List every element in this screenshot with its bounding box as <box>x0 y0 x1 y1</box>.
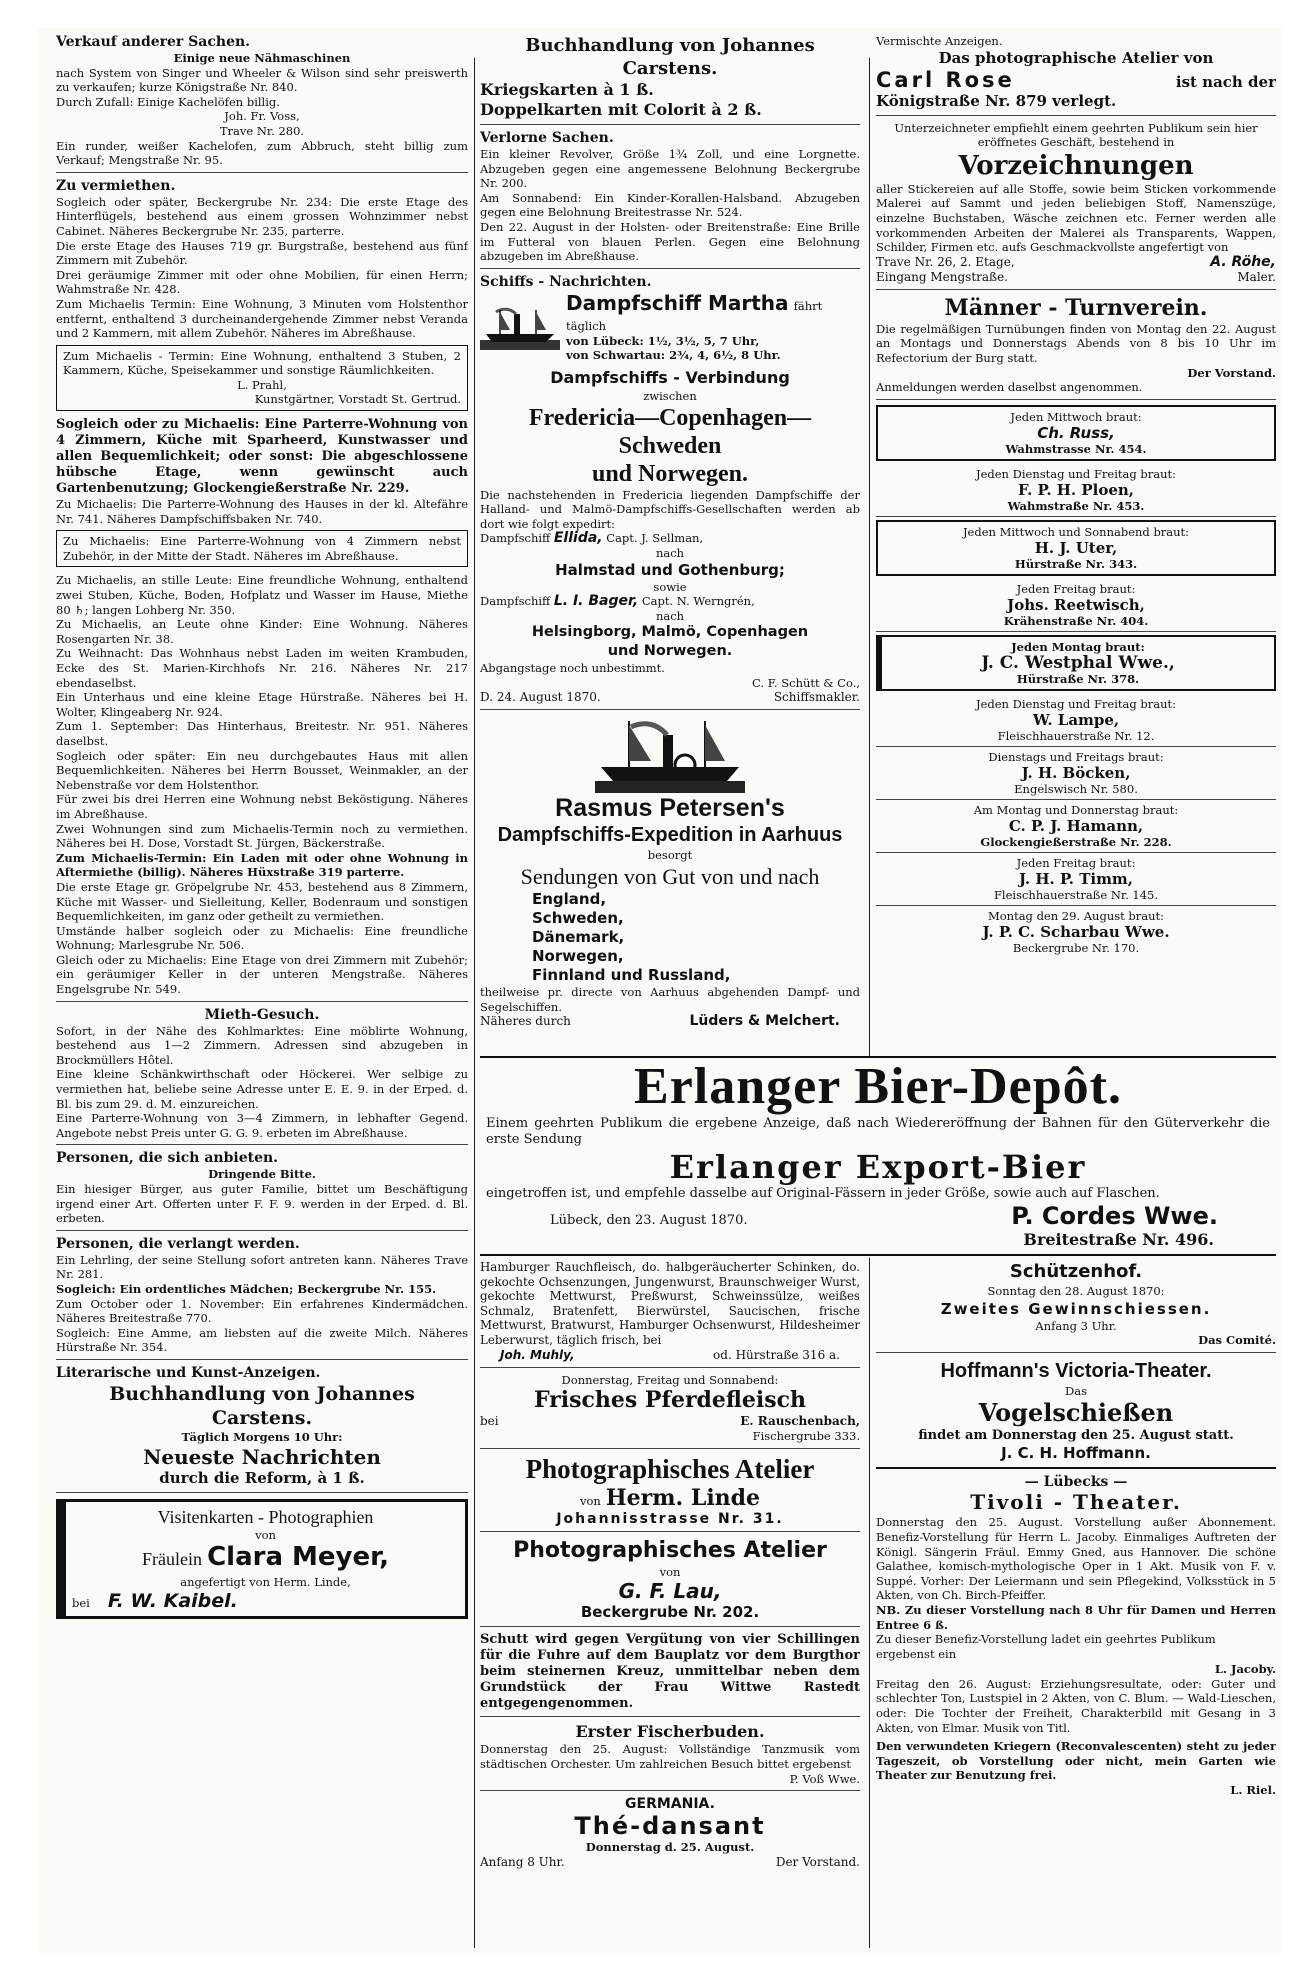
brewer-day: Jeden Mittwoch und Sonnabend braut: <box>962 524 1190 539</box>
brewer-address: Glockengießerstraße Nr. 228. <box>980 834 1172 849</box>
boxed-ad <box>56 530 468 567</box>
ad-text: Den 22. August in der Holsten- oder Breitenstraße: Eine Brille im Futteral von blauen Perlen. Gegen eine Belohnung abzugeben im Abreßhause. <box>480 219 860 264</box>
ad-text: Anfang 3 Uhr. <box>1035 1318 1117 1333</box>
newspaper-page <box>38 28 1283 1953</box>
ad-text: bei <box>480 1414 499 1429</box>
brewer-ad <box>876 853 1276 906</box>
ad-subtitle: — Lübecks — <box>1024 1474 1128 1491</box>
ad-name: F. W. Kaibel. <box>107 1589 238 1612</box>
ad-fischerbuden <box>480 1722 860 1791</box>
ad-text: Donnerstag, Freitag und Sonnabend: <box>561 1372 779 1387</box>
brewer-day: Jeden Dienstag und Freitag braut: <box>975 466 1177 481</box>
ship-name: Dampfschiff Martha <box>566 290 789 315</box>
ad-text: Das <box>1065 1383 1087 1398</box>
ad-signature: Lüders & Melchert. <box>689 1013 840 1030</box>
ad-headline: Neueste Nachrichten <box>143 1444 381 1469</box>
ad-headline: Das photographische Atelier von <box>938 48 1214 67</box>
ad-text: Zum 1. September: Das Hinterhaus, Breitestr. Nr. 951. Näheres daselbst. <box>56 719 468 748</box>
ad-address: Trave Nr. 280. <box>219 123 305 138</box>
ad-address: Johannisstrasse Nr. 31. <box>556 1510 784 1527</box>
ad-text: bei <box>72 1595 90 1610</box>
ad-headline: Thé-dansant <box>574 1812 766 1841</box>
brewer-ad <box>876 635 1276 691</box>
ad-headline: Zweites Gewinnschiessen. <box>940 1299 1212 1318</box>
steamship-icon <box>595 715 745 793</box>
ad-text: Zu Michaelis, an Leute ohne Kinder: Eine Wohnung. Näheres Rosengarten Nr. 38. <box>56 617 468 646</box>
ad-subtitle: Einige neue Nähmaschinen <box>173 51 351 65</box>
column-rule <box>474 58 475 1948</box>
ad-text: Zu Michaelis: Eine Parterre-Wohnung von 4 Zimmern nebst Zubehör, in der Mitte der Stadt. Näheres im Abreßhause. <box>63 534 461 563</box>
ad-text: Ein Lehrling, der seine Stellung sofort antreten kann. Näheres Trave Nr. 281. <box>56 1252 468 1282</box>
brewer-name: H. J. Uter, <box>1034 538 1118 557</box>
ad-text: Anmeldungen werden daselbst angenommen. <box>876 380 1143 395</box>
ad-text: theilweise pr. directe von Aarhuus abgehenden Dampf- und Segelschiffen. <box>480 985 860 1014</box>
section-heading: Zu vermiethen. <box>56 177 176 194</box>
ad-date: Lübeck, den 23. August 1870. <box>550 1213 748 1228</box>
ad-text: Eine kleine Schänkwirthschaft oder Höckerei. Wer selbige zu vermiethen hat, beliebe seine Adresse unter E. E. 9. in der Erped. d. Bl. bis zum 29. d. M. einzureichen. <box>56 1067 468 1111</box>
ad-headline: Rasmus Petersen's <box>555 794 785 823</box>
column-rule <box>869 58 870 1058</box>
ad-text: Sogleich oder später: Ein neu durchgebautes Haus mit allen Bequemlichkeiten. Näheres bei Herrn Bousset, Weinmakler, an der Nebenstraße vor dem Holstenthor. <box>56 748 468 792</box>
ad-text: Die erste Etage gr. Gröpelgrube Nr. 453, bestehend aus 8 Zimmern, Küche mit Wasser- und Sielleitung, Keller, Bodenraum und sonstigen Bequemlichkeiten, im ganz oder getheilt zu vermiethen. <box>56 879 468 924</box>
ad-subtitle: Dringende Bitte. <box>208 1167 316 1182</box>
ad-address: Beckergrube Nr. 202. <box>580 1603 760 1622</box>
ad-destination: England, <box>532 890 607 909</box>
section-heading: Schiffs - Nachrichten. <box>480 273 652 290</box>
ad-headline: Dampfschiffs-Expedition in Aarhuus <box>497 824 843 847</box>
ad-text: Ein hiesiger Bürger, aus guter Familie, bittet um Beschäftigung irgend einer Art. Offerten unter F. F. 9. werden in der Erped. d. Bl. erbeten. <box>56 1182 468 1226</box>
ad-headline: Schützenhof. <box>1009 1261 1143 1282</box>
ad-text: Am Sonnabend: Ein Kinder-Korallen-Halsband. Abzugeben gegen eine Belohnung Breitestrasse Nr. 524. <box>480 190 860 220</box>
ad-destination: Helsingborg, Malmö, Copenhagen <box>531 624 809 641</box>
column-left <box>56 34 468 1934</box>
ad-signature: L. Prahl, <box>237 377 287 392</box>
ad-headline: Tivoli - Theater. <box>970 1490 1182 1515</box>
ad-carstens-karten <box>480 34 860 125</box>
ad-signature: Der Vorstand. <box>1187 365 1276 380</box>
boxed-ad <box>56 345 468 411</box>
ad-text: von <box>579 1493 601 1508</box>
ad-signature: Der Vorstand. <box>775 1854 860 1869</box>
brewer-name: J. C. Westphal Wwe., <box>981 652 1175 673</box>
ad-germania <box>480 1796 860 1870</box>
ad-destination: Norwegen, <box>532 947 624 966</box>
ad-text: Abgangstage noch unbestimmt. <box>480 661 665 676</box>
section-verlorne <box>480 130 860 269</box>
ad-text: fährt täglich <box>566 298 823 333</box>
ad-signature: L. Riel. <box>1230 1782 1276 1797</box>
ad-signature: Das Comité. <box>1198 1333 1276 1348</box>
ad-headline: Vogelschießen <box>978 1398 1174 1428</box>
ad-address: Kunstgärtner, Vorstadt St. Gertrud. <box>254 392 461 407</box>
brewer-day: Montag den 29. August braut: <box>987 908 1165 923</box>
ad-date: D. 24. August 1870. <box>480 690 601 705</box>
ad-text: Hamburger Rauchfleisch, do. halbgeräucherter Schinken, do. gekochte Ochsenzungen, Jungenwurst, Braunschweiger Wurst, gekochte Mettwurst, Preßwurst, Schweinssülze, weißes Schmalz, Bratenfett, Bierwürstel, Saucischen, frische Mettwurst, Bratwurst, Hamburger Ochsenwurst, Hildesheimer Leberwurst, täglich frisch, bei <box>480 1260 860 1347</box>
section-heading: Mieth-Gesuch. <box>204 1006 320 1023</box>
brewer-address: Fleischhauerstraße Nr. 145. <box>993 887 1159 902</box>
ad-text: eingetroffen ist, und empfehle dasselbe auf Original-Fässern in jeder Größe, sowie auch auf Flaschen. <box>486 1186 1160 1201</box>
brewer-address: Fleischhauerstraße Nr. 12. <box>997 728 1155 743</box>
erlanger-bier-ad <box>480 1056 1276 1256</box>
ad-destination: Dänemark, <box>532 928 625 947</box>
ad-text: Maler. <box>1237 269 1276 284</box>
brewer-name: Johs. Reetwisch, <box>1007 595 1145 614</box>
ad-headline: Männer - Turnverein. <box>944 294 1208 321</box>
ad-photo-linde <box>480 1454 860 1532</box>
ad-text: Unterzeichneter empfiehlt einem geehrten Publikum sein hier eröffnetes Geschäft, bestehend in <box>894 120 1258 150</box>
ad-text: Durch Zufall: Einige Kachelöfen billig. <box>56 94 280 109</box>
section-heading: Vermischte Anzeigen. <box>876 34 1003 48</box>
ad-tivoli-theater <box>876 1474 1276 1797</box>
ad-text: Ein kleiner Revolver, Größe 1¾ Zoll, und eine Lorgnette. Abzugeben gegen eine angemessene Belohnung Beckergrube Nr. 200. <box>480 147 860 191</box>
brewer-name: J. H. Böcken, <box>1021 763 1131 782</box>
column-right <box>876 34 1276 1044</box>
brewer-day: Jeden Mittwoch braut: <box>1010 409 1142 424</box>
ad-name: Carl Rose <box>876 67 1015 92</box>
section-heading: Verlorne Sachen. <box>480 130 614 146</box>
ad-date: Donnerstag d. 25. August. <box>585 1840 755 1855</box>
ad-headline: Dampfschiffs - Verbindung <box>550 367 790 387</box>
ad-text: Zwei Wohnungen sind zum Michaelis-Termin noch zu vermiethen. Näheres bei H. Dose, Vorstadt St. Jürgen, Bäckerstraße. <box>56 821 468 851</box>
ad-text: Donnerstag den 25. August. Vorstellung außer Abonnement. Benefiz-Vorstellung für Herrn L. Jacoby. Einmaliges Auftreten der Königl. Sängerin Fräul. Emmy Gned, aus Hannover. Die schöne Galathee, komisch-mythologische Oper in 1 Akt. Musik von F. v. Suppé. Vorher: Der Leiermann und sein Pflegekind, Volksstück in 5 Akten, von Ch. Birch-Pfeiffer. <box>876 1515 1276 1603</box>
ad-headline: Photographisches Atelier <box>525 1453 815 1484</box>
ad-text: Zu Weihnacht: Das Wohnhaus nebst Laden im weiten Krambuden, Ecke des St. Marien-Kirchhofs Nr. 216. Näheres Nr. 217 ebendaselbst. <box>56 646 468 690</box>
ad-text: Zu Michaelis, an stille Leute: Eine freundliche Wohnung, enthaltend zwei Stuben, Küche, Boden, Hofplatz und Wasser im Hause, Miethe 80 ♄; langen Lohberg Nr. 350. <box>56 573 468 617</box>
brewer-day: Jeden Dienstag und Freitag braut: <box>975 696 1177 711</box>
ad-address: Fischergrube 333. <box>752 1429 860 1444</box>
ad-headline: Hoffmann's Victoria-Theater. <box>940 1359 1212 1382</box>
brewer-ad <box>876 464 1276 517</box>
brewer-day: Jeden Freitag braut: <box>1016 581 1136 596</box>
bookshop-name: Buchhandlung von Johannes Carstens. <box>525 35 815 79</box>
brewer-ad <box>876 405 1276 461</box>
section-vermischte <box>876 34 1276 116</box>
ad-headline: Fredericia—Copenhagen—Schweden <box>528 404 812 459</box>
ad-headline: Erster Fischerbuden. <box>575 1722 765 1742</box>
ad-text: Schiffsmakler. <box>773 690 860 705</box>
ad-pferdefleisch <box>480 1373 860 1449</box>
ad-text: Dampfschiff <box>480 594 551 609</box>
ad-signature: P. Cordes Wwe. <box>1011 1202 1218 1230</box>
section-heading: Verkauf anderer Sachen. <box>56 34 251 50</box>
ad-name: Clara Meyer, <box>207 1542 390 1573</box>
brewer-ad <box>876 694 1276 747</box>
ad-name-prefix: Fräulein <box>141 1549 202 1570</box>
ship-name: Ellida, <box>553 530 603 547</box>
ad-text: Sogleich: Ein ordentliches Mädchen; Beckergrube Nr. 155. <box>56 1281 437 1296</box>
ad-signature: E. Rauschenbach, <box>740 1414 860 1429</box>
section-heading: Personen, die verlangt werden. <box>56 1235 300 1252</box>
section-vermiethen <box>56 178 468 1002</box>
ad-address: Trave Nr. 26, 2. Etage, <box>876 254 1015 269</box>
ad-signature: Joh. Fr. Voss, <box>224 109 300 124</box>
ad-footer <box>480 1202 1276 1230</box>
ad-text: Zu dieser Benefiz-Vorstellung ladet ein geehrtes Publikum ergebenst ein <box>876 1632 1216 1662</box>
ad-text: nach <box>655 608 685 623</box>
ad-text: Eine Parterre-Wohnung von 3—4 Zimmern, in lebhafter Gegend. Angebote nebst Preis unter G. G. 9. erbeten im Abreßhause. <box>56 1111 468 1140</box>
ad-text: Einem geehrten Publikum die ergebene Anzeige, daß nach Wiedereröffnung der Bahnen für den Güterverkehr die erste Sendung <box>486 1116 1270 1147</box>
ad-text: Die regelmäßigen Turnübungen finden von Montag den 22. August an Montags und Donnerstags Abends von 8 bis 10 Uhr im Refectorium der Burg statt. <box>876 321 1276 365</box>
steamship-icon <box>480 304 560 350</box>
ad-text: Donnerstag den 25. August: Vollständige Tanzmusik vom städtischen Orchester. Um zahlreichen Besuch bittet ergebenst <box>480 1742 860 1771</box>
ad-text: Capt. J. Sellman, <box>606 531 704 546</box>
section-personen-anbieten <box>56 1150 468 1230</box>
ad-text: Ein Unterhaus und eine kleine Etage Hürstraße. Näheres bei H. Wolter, Klingeaberg Nr. 924. <box>56 690 468 719</box>
brewer-address: Beckergrube Nr. 170. <box>1012 940 1140 955</box>
brewer-name: C. P. J. Hamann, <box>1008 816 1144 835</box>
ad-text: von <box>255 1527 276 1542</box>
bookshop-name: Buchhandlung von Johannes Carstens. <box>109 1382 415 1429</box>
ad-verkauf <box>56 34 468 173</box>
ad-text: sowie <box>653 579 687 594</box>
ad-signature: L. Jacoby. <box>1214 1662 1276 1677</box>
ad-headline: Vorzeichnungen <box>958 150 1194 181</box>
column-lower-right <box>876 1260 1276 1945</box>
ad-photo-lau <box>480 1537 860 1628</box>
ad-text: Schutt wird gegen Vergütung von vier Schillingen für die Fuhre auf dem Bauplatz vor dem Burgthor beim steinernen Kreuz, unmittelbar neben dem Grundstück der Frau Wittwe Rastedt entgegengenommen. <box>480 1632 860 1712</box>
ad-signature: J. C. H. Hoffmann. <box>1001 1444 1151 1463</box>
ad-address: od. Hürstraße 316 a. <box>713 1347 840 1362</box>
ad-text: von <box>659 1564 681 1579</box>
ad-signature: C. F. Schütt & Co., <box>752 675 860 690</box>
brewer-ad <box>876 520 1276 576</box>
ad-text: Capt. N. Werngrén, <box>641 594 755 609</box>
ad-destination: Schweden, <box>532 909 624 928</box>
ad-text: Die erste Etage des Hauses 719 gr. Burgstraße, bestehend aus fünf Zimmern mit Zubehör. <box>56 238 468 268</box>
ad-text: Zu Michaelis: Die Parterre-Wohnung des Hauses in der kl. Altefähre Nr. 741. Näheres Dampfschiffsbaken Nr. 740. <box>56 497 468 526</box>
ad-text: findet am Donnerstag den 25. August statt. <box>918 1428 1234 1444</box>
ad-text: Zum Michaelis Termin: Eine Wohnung, 3 Minuten vom Holstenthor entfernt, enthaltend 3 durcheinandergehende Zimmer nebst Veranda und 2 Kammern, mit allem Zubehör. Näheres im Abreßhause. <box>56 296 468 341</box>
brewer-day: Jeden Freitag braut: <box>1016 855 1136 870</box>
ad-text: ist nach der <box>1175 72 1276 91</box>
ad-signature: P. Voß Wwe. <box>789 1771 860 1786</box>
brewer-name: J. P. C. Scharbau Wwe. <box>982 922 1170 941</box>
ad-text: Anfang 8 Uhr. <box>480 1854 565 1869</box>
brewer-day: Jeden Montag braut: <box>1011 639 1145 654</box>
brewer-ad <box>876 800 1276 853</box>
ad-headline: Frisches Pferdefleisch <box>533 1387 807 1414</box>
ad-destination: Halmstad und Gothenburg; <box>555 560 785 579</box>
brewer-address: Hürstraße Nr. 343. <box>1014 556 1138 571</box>
ad-date: Sonntag den 28. August 1870: <box>987 1284 1165 1298</box>
brewer-name: J. H. P. Timm, <box>1018 869 1134 888</box>
ad-signature: Joh. Muhly, <box>500 1347 575 1362</box>
ad-subtitle: durch die Reform, à 1 ß. <box>159 1468 365 1487</box>
destination-list <box>480 890 860 985</box>
ad-text: aller Stickereien auf alle Stoffe, sowie beim Sticken vorkommende Malerei auf Sammt und jeden beliebigen Stoff, Namenszüge, einzelne Buchstaben, Wäsche zeichnen etc. Ferner werden alle vorkommenden Arbeiten der Malerei als Transparents, Wappen, Schilder, Firmen etc. aufs Geschmackvollste angefertigt von <box>876 181 1276 255</box>
ad-destination: und Norwegen. <box>607 643 733 660</box>
ad-headline: Erlanger Export-Bier <box>669 1148 1087 1186</box>
ad-text: von Lübeck: 1½, 3½, 5, 7 Uhr, <box>566 333 760 348</box>
ship-name: L. I. Bager, <box>553 593 639 610</box>
brewer-ad <box>876 747 1276 800</box>
ad-text: besorgt <box>647 848 693 863</box>
ad-destination: Finnland und Russland, <box>532 966 731 985</box>
ad-text: nach System von Singer und Wheeler & Wilson sind sehr preiswerth zu verkaufen; kurze Königstraße Nr. 840. <box>56 65 468 95</box>
ad-text: von Schwartau: 2¾, 4, 6½, 8 Uhr. <box>566 348 781 363</box>
ad-vorzeichnungen <box>876 121 1276 290</box>
ad-text: Umstände halber sogleich oder zu Michaelis: Eine freundliche Wohnung; Marlesgrube Nr. 506. <box>56 923 468 953</box>
rasmus-petersen-ad <box>480 715 860 1029</box>
ad-address: Eingang Mengstraße. <box>876 269 1008 284</box>
ad-headline: GERMANIA. <box>625 1796 715 1813</box>
brewer-name: Ch. Russ, <box>1037 423 1115 442</box>
brewer-address: Hürstraße Nr. 378. <box>1016 671 1140 686</box>
ad-text: nach <box>655 545 685 560</box>
ad-address: Breitestraße Nr. 496. <box>1023 1230 1214 1249</box>
ad-text: Dampfschiff <box>480 531 551 546</box>
visitenkarten-ad <box>56 1499 468 1619</box>
ad-text: Für zwei bis drei Herren eine Wohnung nebst Beköstigung. Näheres im Abreßhause. <box>56 792 468 821</box>
ad-name: Herm. Linde <box>605 1484 761 1511</box>
ad-text-bold: Sogleich oder zu Michaelis: Eine Parterre-Wohnung von 4 Zimmern, Küche mit Sparheerd, Kunstwasser und allen Bequemlichkeit; oder sonst: Die abgeschlossene hübsche Etage, wenn gewünscht auch Gartenbenutzung; Glockengießerstraße Nr. 229. <box>56 417 468 497</box>
ad-subtitle: Täglich Morgens 10 Uhr: <box>181 1429 343 1444</box>
brewer-name: F. P. H. Ploen, <box>1017 480 1135 499</box>
martha-ad <box>480 291 860 363</box>
ad-headline: Visitenkarten - Photographien <box>157 1506 374 1527</box>
ad-text: NB. Zu dieser Vorstellung nach 8 Uhr für Damen und Herren Entree 6 ß. <box>876 1602 1276 1632</box>
ad-text-bold: Zum Michaelis-Termin: Ein Laden mit oder ohne Wohnung in Aftermiethe (billig). Näheres Hüxstraße 319 parterre. <box>56 850 468 880</box>
ad-headline: Photographisches Atelier <box>513 1537 827 1563</box>
ad-text: Sogleich: Eine Amme, am liebsten auf die zweite Milch. Näheres Hürstraße Nr. 354. <box>56 1325 468 1355</box>
brewer-day: Dienstags und Freitags braut: <box>988 749 1164 764</box>
ad-text: Gleich oder zu Michaelis: Eine Etage von drei Zimmern mit Zubehör; ein geräumiger Keller in der unteren Mengstraße. Näheres Engelsgrube Nr. 549. <box>56 952 468 997</box>
ad-text: Den verwundeten Kriegern (Reconvalescenten) steht zu jeder Tageszeit, ob Vorstellung oder nicht, mein Garten wie Theater zur Benutzung frei. <box>876 1739 1276 1783</box>
ad-headline: Erlanger Bier-Depôt. <box>634 1058 1122 1115</box>
ad-text: Ein runder, weißer Kachelofen, zum Abbruch, steht billig zum Verkauf; Mengstraße Nr. 95. <box>56 138 468 168</box>
ad-line <box>876 68 1276 92</box>
ad-text: Sogleich oder später, Beckergrube Nr. 234: Die erste Etage des Hinterflügels, bestehend aus einem grossen Wohnzimmer nebst Cabinet. Näheres Beckergrube Nr. 235, parterre. <box>56 194 468 238</box>
ad-text: Drei geräumige Zimmer mit oder ohne Mobilien, für einen Herrn; Wahmstraße Nr. 428. <box>56 267 468 297</box>
section-heading: Personen, die sich anbieten. <box>56 1150 279 1167</box>
martha-text <box>566 291 860 363</box>
ad-name-line <box>72 1542 459 1575</box>
brewer-address: Engelswisch Nr. 580. <box>1014 781 1138 796</box>
ad-hamburger-wurst <box>480 1260 860 1368</box>
ad-text: Die nachstehenden in Fredericia liegenden Dampfschiffe der Halland- und Malmö-Dampfschiffs-Gesellschaften werden ab dort wie folgt expedirt: <box>480 487 860 531</box>
column-middle <box>480 34 860 1044</box>
ad-text: Zum October oder 1. November: Ein erfahrenes Kindermädchen. Näheres Breitestraße 770. <box>56 1296 468 1326</box>
ad-text: Königstraße Nr. 879 verlegt. <box>876 91 1117 110</box>
ad-schutt <box>480 1632 860 1717</box>
ad-headline: Sendungen von Gut von und nach <box>520 864 820 890</box>
brewer-name: W. Lampe, <box>1032 710 1120 729</box>
column-rule <box>869 1258 870 1948</box>
ad-text: Zum Michaelis - Termin: Eine Wohnung, enthaltend 3 Stuben, 2 Kammern, Küche, Speisekammer und sonstige Räumlichkeiten. <box>63 348 461 378</box>
section-mieth-gesuch <box>56 1007 468 1146</box>
brewer-day: Am Montag und Donnerstag braut: <box>973 802 1179 817</box>
section-personen-verlangt <box>56 1236 468 1360</box>
brewer-ad <box>876 906 1276 958</box>
ad-turnverein <box>876 295 1276 400</box>
ad-signature: A. Röhe, <box>1210 253 1276 270</box>
ad-headline: und Norwegen. <box>591 460 748 487</box>
ad-text: Sofort, in der Nähe des Kohlmarktes: Eine möblirte Wohnung, bestehend aus 1—2 Zimmern. Adressen sind abzugeben in Brockmüllers Hôtel. <box>56 1023 468 1067</box>
ad-text: Näheres durch <box>480 1014 571 1029</box>
brewer-address: Wahmstraße Nr. 453. <box>1007 498 1145 513</box>
ad-text: zwischen <box>643 388 697 403</box>
brewer-ad <box>876 579 1276 632</box>
section-schiffs <box>480 274 860 711</box>
ad-text: Doppelkarten mit Colorit à 2 ß. <box>480 100 762 119</box>
ad-name: G. F. Lau, <box>618 1579 722 1604</box>
ad-schuetzenhof <box>876 1260 1276 1353</box>
brewer-address: Wahmstrasse Nr. 454. <box>1005 441 1147 456</box>
ad-text: Freitag den 26. August: Erziehungsresultate, oder: Guter und schlechter Ton, Lustspiel in 2 Akten, von C. Blum. — Wald-Lieschen, oder: Die Tochter der Freiheit, Charakterbild mit Gesang in 3 Akten, von Elmar. Musik von Titl. <box>876 1676 1276 1735</box>
ad-text: angefertigt von Herm. Linde, <box>180 1575 351 1590</box>
brewer-address: Krähenstraße Nr. 404. <box>1003 613 1149 628</box>
section-literarisch <box>56 1365 468 1493</box>
ad-victoria-theater <box>876 1358 1276 1470</box>
section-heading: Literarische und Kunst-Anzeigen. <box>56 1364 321 1381</box>
column-lower-middle <box>480 1260 860 1945</box>
ad-name-line <box>72 1590 459 1612</box>
ad-text: Kriegskarten à 1 ß. <box>480 80 654 99</box>
